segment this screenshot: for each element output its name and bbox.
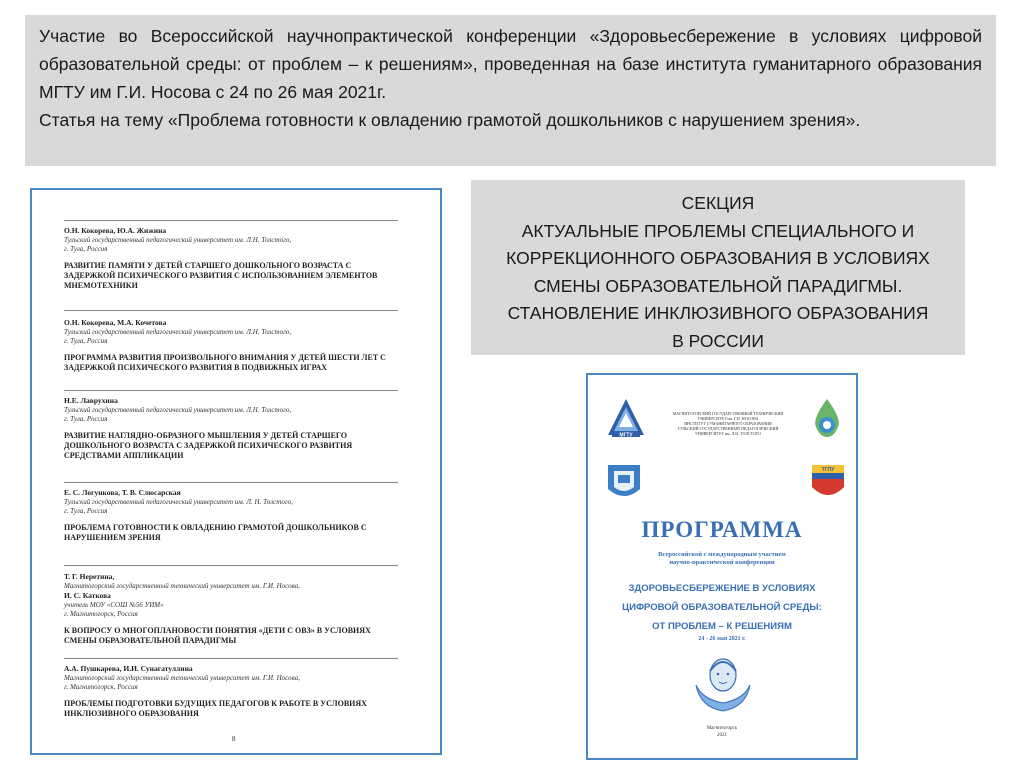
program-city: Магнитогорск (706, 726, 738, 731)
article-authors: Е. С. Логункова, Т. В. Слюсарская (64, 488, 181, 497)
program-footer (588, 725, 856, 739)
divider (64, 310, 398, 311)
article-entry (64, 572, 404, 646)
program-cover-image (586, 373, 858, 760)
article-entry (64, 226, 404, 291)
health-drop-icon (810, 397, 844, 439)
article-affiliation: Магнитогорский государственный технический университет им. Г.И. Носова, (64, 674, 300, 682)
section-line: СТАНОВЛЕНИЕ ИНКЛЮЗИВНОГО ОБРАЗОВАНИЯ (507, 303, 929, 323)
article-entry (64, 488, 404, 543)
article-title: ПРОБЛЕМЫ ПОДГОТОВКИ БУДУЩИХ ПЕДАГОГОВ К РАБОТЕ В УСЛОВИЯХ ИНКЛЮЗИВНОГО ОБРАЗОВАНИЯ (64, 699, 367, 718)
divider (64, 390, 398, 391)
conference-dates: 24 - 26 мая 2021 г. (698, 636, 746, 642)
intro-paragraph-conference: Участие во Всероссийской научнопрактической конференции «Здоровьесбережение в условиях цифровой образовательной среды: от проблем – к решениям», проведенная на базе института гуманитарного образования МГТУ им Г.И. Носова с 24 по 26 мая 2021г. (39, 26, 982, 102)
article-title: К ВОПРОСУ О МНОГОПЛАНОВОСТИ ПОНЯТИЯ «ДЕТИ С ОВЗ» В УСЛОВИЯХ СМЕНЫ ОБРАЗОВАТЕЛЬНОЙ ПАРАДИГМЫ (64, 626, 371, 645)
divider (64, 565, 398, 566)
section-line: АКТУАЛЬНЫЕ ПРОБЛЕМЫ СПЕЦИАЛЬНОГО И (521, 220, 915, 241)
article-entry (64, 396, 404, 461)
divider (64, 220, 398, 221)
institution-line: ТУЛЬСКИЙ ГОСУДАРСТВЕННЫЙ ПЕДАГОГИЧЕСКИЙ (677, 426, 779, 431)
article-authors: Н.Е. Лаврухина (64, 396, 118, 405)
article-authors: Т. Г. Неретина, (64, 572, 115, 581)
article-affiliation: Магнитогорский государственный технический университет им. Г.И. Носова, (64, 582, 300, 590)
article-city: г. Магнитогорск, Россия (64, 610, 138, 618)
institution-line: ИНСТИТУТ ГУМАНИТАРНОГО ОБРАЗОВАНИЯ (684, 421, 772, 426)
article-coauthor-affiliation: учитель МОУ «СОШ №56 УИМ» (64, 601, 164, 609)
mgtu-logo-icon (606, 397, 646, 439)
section-line: КОРРЕКЦИОННОГО ОБРАЗОВАНИЯ В УСЛОВИЯХ (506, 248, 930, 268)
conference-title-line: ЗДОРОВЬЕСБЕРЕЖЕНИЕ В УСЛОВИЯХ (628, 583, 816, 594)
divider (64, 482, 398, 483)
university-shield-icon (606, 463, 642, 503)
article-authors: О.Н. Кокорева, Ю.А. Жижина (64, 226, 167, 235)
divider (64, 658, 398, 659)
conference-title-line: ОТ ПРОБЛЕМ – К РЕШЕНИЯМ (652, 621, 792, 632)
program-year: 2021 (717, 733, 727, 738)
article-title: ПРОБЛЕМА ГОТОВНОСТИ К ОВЛАДЕНИЮ ГРАМОТОЙ ДОШКОЛЬНИКОВ С НАРУШЕНИЕМ ЗРЕНИЯ (64, 523, 367, 542)
article-title: РАЗВИТИЕ НАГЛЯДНО-ОБРАЗНОГО МЫШЛЕНИЯ У ДЕТЕЙ СТАРШЕГО ДОШКОЛЬНОГО ВОЗРАСТА С ЗАДЕРЖКОЙ ПСИХИЧЕСКОГО РАЗВИТИЯ СРЕДСТВАМИ АППЛИКАЦИИ (64, 431, 353, 460)
section-line: СЕКЦИЯ (681, 193, 755, 213)
article-authors: О.Н. Кокорева, М.А. Кочетова (64, 318, 167, 327)
tgpu-shield-icon (810, 463, 846, 503)
article-authors: А.А. Пушкарева, И.И. Сунагатуллина (64, 664, 193, 673)
program-subtitle-line: Всероссийской с международным участием (658, 551, 786, 558)
mgtu-logo-text: МГТУ (619, 432, 633, 439)
institution-line: УНИВЕРСИТЕТ им. Л.Н. ТОЛСТОГО (695, 431, 761, 436)
program-subtitle (588, 551, 856, 567)
intro-text-block (25, 15, 996, 166)
article-city: г. Тула, Россия (64, 507, 108, 515)
article-title: ПРОГРАММА РАЗВИТИЯ ПРОИЗВОЛЬНОГО ВНИМАНИЯ У ДЕТЕЙ ШЕСТИ ЛЕТ С ЗАДЕРЖКОЙ ПСИХИЧЕСКОГО РАЗВИТИЯ В ПОДВИЖНЫХ ИГРАХ (64, 353, 386, 372)
institution-line: МАГНИТОГОРСКИЙ ГОСУДАРСТВЕННЫЙ ТЕХНИЧЕСКИЙ (672, 411, 784, 416)
proceedings-page-image (30, 188, 442, 755)
institution-header (655, 411, 801, 436)
article-affiliation: Тульский государственный педагогический университет им. Л.Н. Толстого, (64, 328, 292, 336)
section-title-block (471, 180, 965, 355)
article-title: РАЗВИТИЕ ПАМЯТИ У ДЕТЕЙ СТАРШЕГО ДОШКОЛЬНОГО ВОЗРАСТА С ЗАДЕРЖКОЙ ПСИХИЧЕСКОГО РАЗВИТИЯ С ИСПОЛЬЗОВАНИЕМ ЭЛЕМЕНТОВ МНЕМОТЕХНИКИ (64, 261, 378, 290)
program-subtitle-line: научно-практической конференции (669, 559, 775, 566)
article-city: г. Магнитогорск, Россия (64, 683, 138, 691)
article-city: г. Тула, Россия (64, 245, 108, 253)
conference-title (588, 579, 856, 636)
institution-line: УНИВЕРСИТЕТ им. Г.И. НОСОВА (697, 416, 759, 421)
tgpu-logo-text: ТГПУ (821, 467, 835, 473)
section-line: В РОССИИ (672, 330, 764, 351)
page-number: 8 (232, 735, 236, 743)
article-entry (64, 318, 404, 373)
article-coauthor: И. С. Каткова (64, 591, 111, 600)
program-title: ПРОГРАММА (641, 517, 803, 542)
article-entry (64, 664, 404, 719)
section-line: СМЕНЫ ОБРАЗОВАТЕЛЬНОЙ ПАРАДИГМЫ. (533, 275, 903, 296)
article-city: г. Тула, Россия (64, 415, 108, 423)
article-affiliation: Тульский государственный педагогический университет им. Л. Н. Толстого, (64, 498, 293, 506)
conference-title-line: ЦИФРОВОЙ ОБРАЗОВАТЕЛЬНОЙ СРЕДЫ: (622, 602, 822, 613)
intro-paragraph-article: Статья на тему «Проблема готовности к овладению грамотой дошкольников с нарушением зрения». (39, 110, 861, 130)
article-affiliation: Тульский государственный педагогический университет им. Л.Н. Толстого, (64, 236, 292, 244)
face-hands-emblem-icon (692, 649, 754, 715)
article-city: г. Тула, Россия (64, 337, 108, 345)
article-affiliation: Тульский государственный педагогический университет им. Л.Н. Толстого, (64, 406, 292, 414)
